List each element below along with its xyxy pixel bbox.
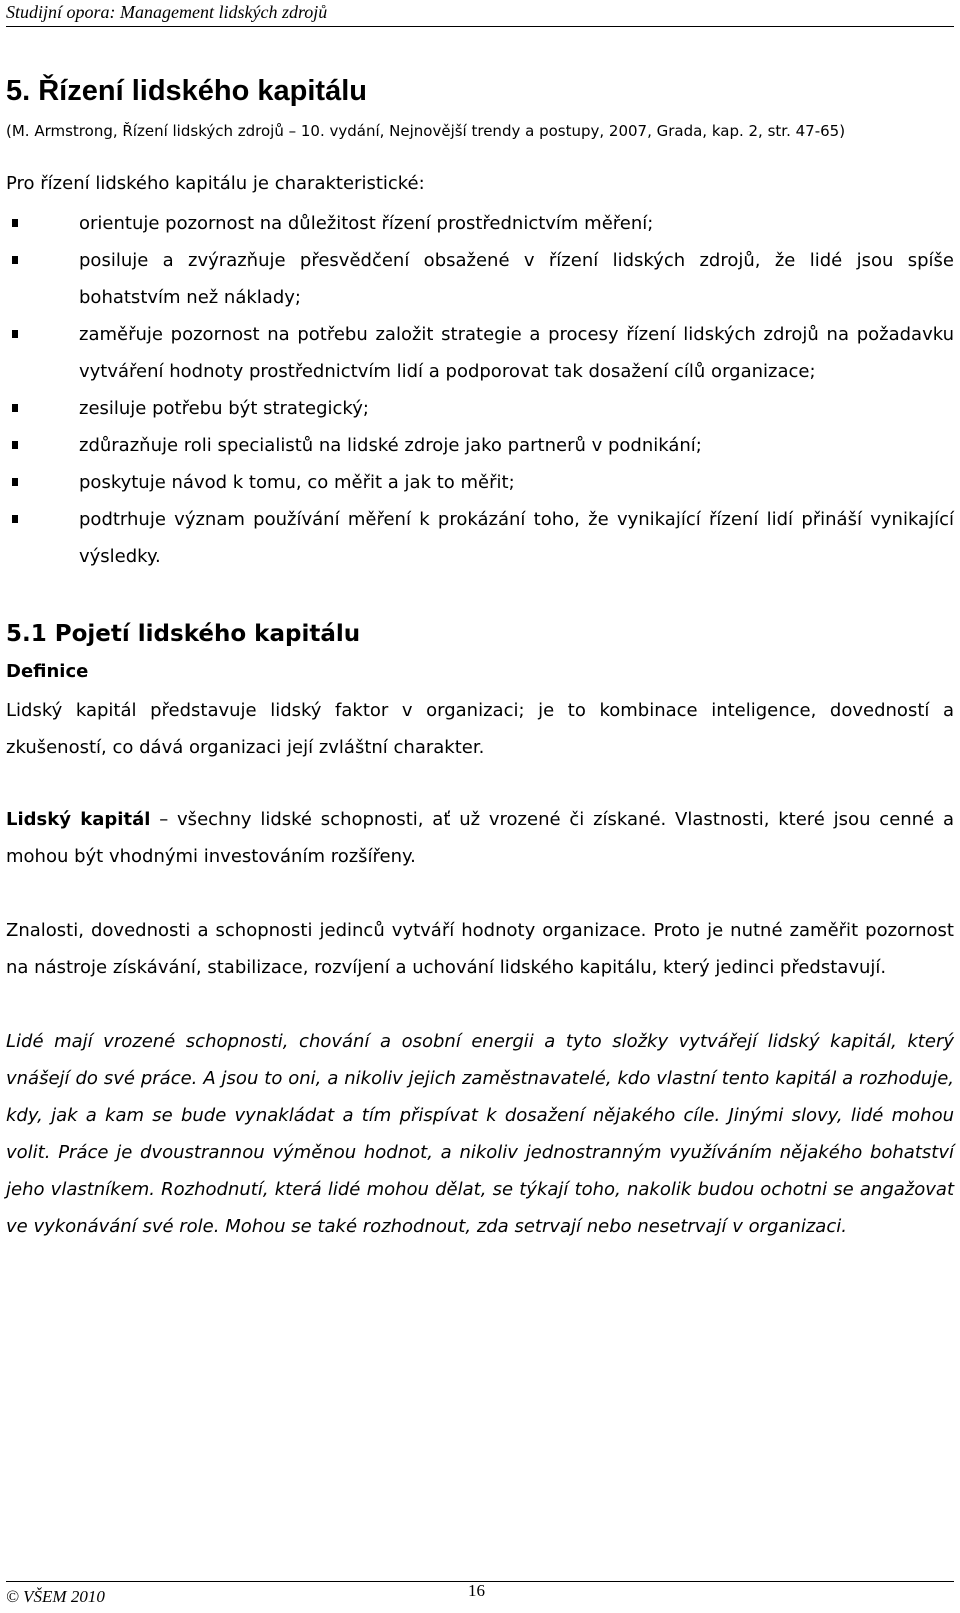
page-content — [6, 74, 954, 1245]
square-bullet-icon — [12, 219, 18, 227]
list-item: orientuje pozornost na důležitost řízení prostřednictvím měření; — [6, 205, 954, 242]
square-bullet-icon — [12, 515, 18, 523]
list-item: podtrhuje význam používání měření k prokázání toho, že vynikající řízení lidí přináší vynikající výsledky. — [6, 501, 954, 575]
source-reference: (M. Armstrong, Řízení lidských zdrojů – 10. vydání, Nejnovější trendy a postupy, 2007, Grada, kap. 2, str. 47-65) — [6, 122, 846, 140]
characteristics-list — [6, 205, 954, 575]
list-item: zesiluje potřebu být strategický; — [6, 390, 954, 427]
list-item: posiluje a zvýrazňuje přesvědčení obsažené v řízení lidských zdrojů, že lidé jsou spíše bohatstvím než náklady; — [6, 242, 954, 316]
intro-text: Pro řízení lidského kapitálu je charakteristické: — [6, 173, 425, 194]
list-item: zdůrazňuje roli specialistů na lidské zdroje jako partnerů v podnikání; — [6, 427, 954, 464]
subsection-title: 5.1 Pojetí lidského kapitálu — [6, 621, 361, 647]
capital-paragraph — [6, 801, 954, 875]
square-bullet-icon — [12, 404, 18, 412]
list-item: poskytuje návod k tomu, co měřit a jak to měřit; — [6, 464, 954, 501]
square-bullet-icon — [12, 478, 18, 486]
page-footer — [6, 1581, 954, 1606]
page-number: 16 — [468, 1581, 485, 1600]
italic-paragraph: Lidé mají vrozené schopnosti, chování a osobní energii a tyto složky vytvářejí lidský kapitál, který vnášejí do své práce. A jsou to oni, a nikoliv jejich zaměstnavatelé, kdo vlastní tento kapitál a rozhoduje, kdy, jak a kam se bude vynakládat a tím přispívat k dosažení nějakého cíle. Jinými slovy, lidé mohou volit. Práce je dvoustrannou výměnou hodnot, a nikoliv jednostranným využíváním nějakého bohatství jeho vlastníkem. Rozhodnutí, která lidé mohou dělat, se týkají toho, nakolik budou ochotni se angažovat ve vykonávání své role. Mohou se také rozhodnout, zda setrvají nebo nesetrvají v organizaci. — [6, 1031, 954, 1237]
running-header: Studijní opora: Management lidských zdrojů — [6, 0, 954, 27]
square-bullet-icon — [12, 330, 18, 338]
square-bullet-icon — [12, 256, 18, 264]
definition-heading: Definice — [6, 661, 89, 682]
square-bullet-icon — [12, 441, 18, 449]
copyright-text: © VŠEM 2010 — [6, 1587, 105, 1606]
capital-term: Lidský kapitál — [6, 809, 151, 830]
section-title: 5. Řízení lidského kapitálu — [6, 75, 367, 107]
definition-paragraph: Lidský kapitál představuje lidský faktor v organizaci; je to kombinace inteligence, dovedností a zkušeností, co dává organizaci její zvláštní charakter. — [6, 700, 954, 758]
list-item: zaměřuje pozornost na potřebu založit strategie a procesy řízení lidských zdrojů na požadavku vytváření hodnoty prostřednictvím lidí a podporovat tak dosažení cílů organizace; — [6, 316, 954, 390]
knowledge-paragraph: Znalosti, dovednosti a schopnosti jedinců vytváří hodnoty organizace. Proto je nutné zaměřit pozornost na nástroje získávání, stabilizace, rozvíjení a uchování lidského kapitálu, který jedinci představují. — [6, 920, 954, 978]
capital-description: – všechny lidské schopnosti, ať už vrozené či získané. Vlastnosti, které jsou cenné a mohou být vhodnými investováním rozšířeny. — [6, 809, 954, 867]
